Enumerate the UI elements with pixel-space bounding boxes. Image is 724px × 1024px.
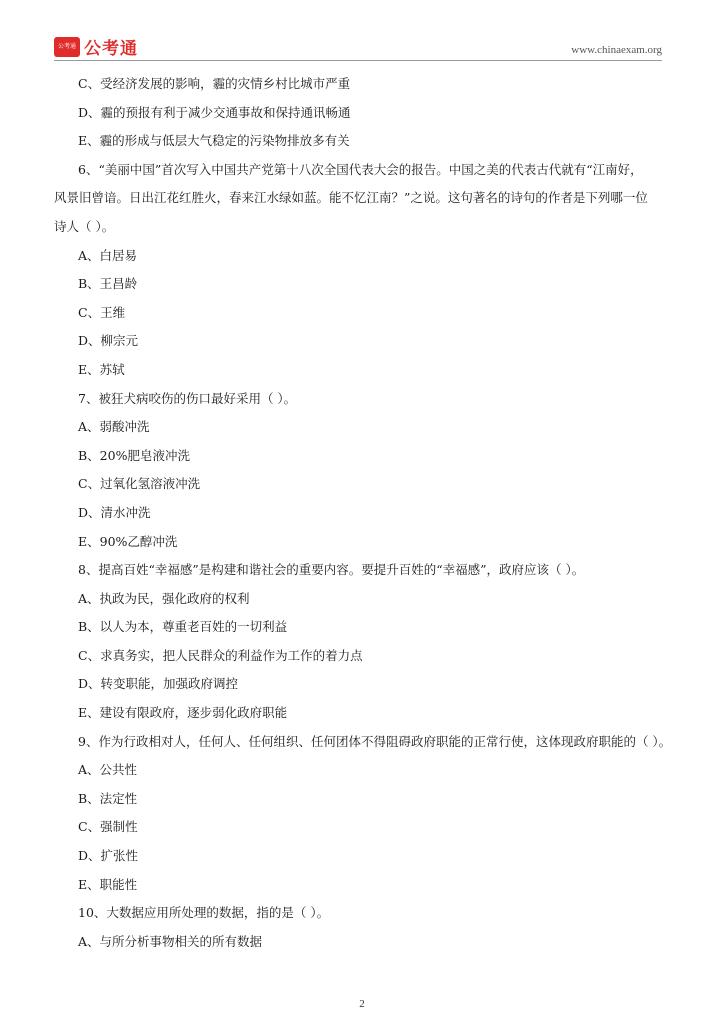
answer-option: A、与所分析事物相关的所有数据 bbox=[78, 933, 263, 949]
question-text-continued: 诗人（ ）。 bbox=[54, 218, 115, 234]
answer-option: A、执政为民，强化政府的权利 bbox=[78, 590, 250, 606]
question-text: 6、“美丽中国”首次写入中国共产党第十八次全国代表大会的报告。中国之美的代表古代就有“江南好， bbox=[78, 161, 643, 177]
header-divider bbox=[54, 60, 662, 61]
document-body bbox=[54, 70, 670, 956]
question-text: 7、被狂犬病咬伤的伤口最好采用（ ）。 bbox=[78, 390, 297, 406]
answer-option: E、90%乙醇冲洗 bbox=[78, 533, 178, 549]
answer-option: D、扩张性 bbox=[78, 848, 139, 864]
answer-option: E、建设有限政府，逐步弱化政府职能 bbox=[78, 705, 288, 721]
answer-option: C、王维 bbox=[78, 304, 126, 320]
answer-option: B、王昌龄 bbox=[78, 276, 138, 292]
answer-option: B、20%肥皂液冲洗 bbox=[78, 447, 190, 463]
answer-option: B、法定性 bbox=[78, 790, 138, 806]
answer-option: D、柳宗元 bbox=[78, 333, 139, 349]
answer-option: A、白居易 bbox=[78, 247, 138, 263]
logo-badge-icon: 公考通 bbox=[54, 37, 80, 57]
answer-option: A、弱酸冲洗 bbox=[78, 419, 150, 435]
question-text: 10、大数据应用所处理的数据，指的是（ ）。 bbox=[78, 905, 330, 921]
answer-option: D、转变职能，加强政府调控 bbox=[78, 676, 239, 692]
answer-option: C、求真务实，把人民群众的利益作为工作的着力点 bbox=[78, 647, 363, 663]
question-text: 8、提高百姓“幸福感”是构建和谐社会的重要内容。要提升百姓的“幸福感”，政府应该（ ）。 bbox=[78, 562, 585, 578]
logo bbox=[54, 34, 138, 59]
answer-option: E、苏轼 bbox=[78, 361, 125, 377]
answer-option: C、强制性 bbox=[78, 819, 138, 835]
answer-option: C、过氧化氢溶液冲洗 bbox=[78, 476, 201, 492]
answer-option: D、霾的预报有利于减少交通事故和保持通讯畅通 bbox=[78, 104, 351, 120]
answer-option: E、职能性 bbox=[78, 876, 138, 892]
logo-text: 公考通 bbox=[84, 39, 138, 59]
answer-option: C、受经济发展的影响，霾的灾情乡村比城市严重 bbox=[78, 76, 351, 91]
page-header bbox=[54, 34, 662, 60]
page-number: 2 bbox=[359, 998, 365, 1010]
question-text-continued: 风景旧曾谙。日出江花红胜火，春来江水绿如蓝。能不忆江南？”之说。这句著名的诗句的作者是下列哪一位 bbox=[54, 190, 648, 206]
answer-option: B、以人为本，尊重老百姓的一切利益 bbox=[78, 619, 288, 635]
answer-option: E、霾的形成与低层大气稳定的污染物排放多有关 bbox=[78, 133, 350, 149]
question-text: 9、作为行政相对人，任何人、任何组织、任何团体不得阻碍政府职能的正常行使，这体现政府职能的（ ）。 bbox=[78, 733, 672, 749]
answer-option: D、清水冲洗 bbox=[78, 504, 151, 520]
site-url: www.chinaexam.org bbox=[571, 44, 662, 56]
answer-option: A、公共性 bbox=[78, 762, 138, 778]
